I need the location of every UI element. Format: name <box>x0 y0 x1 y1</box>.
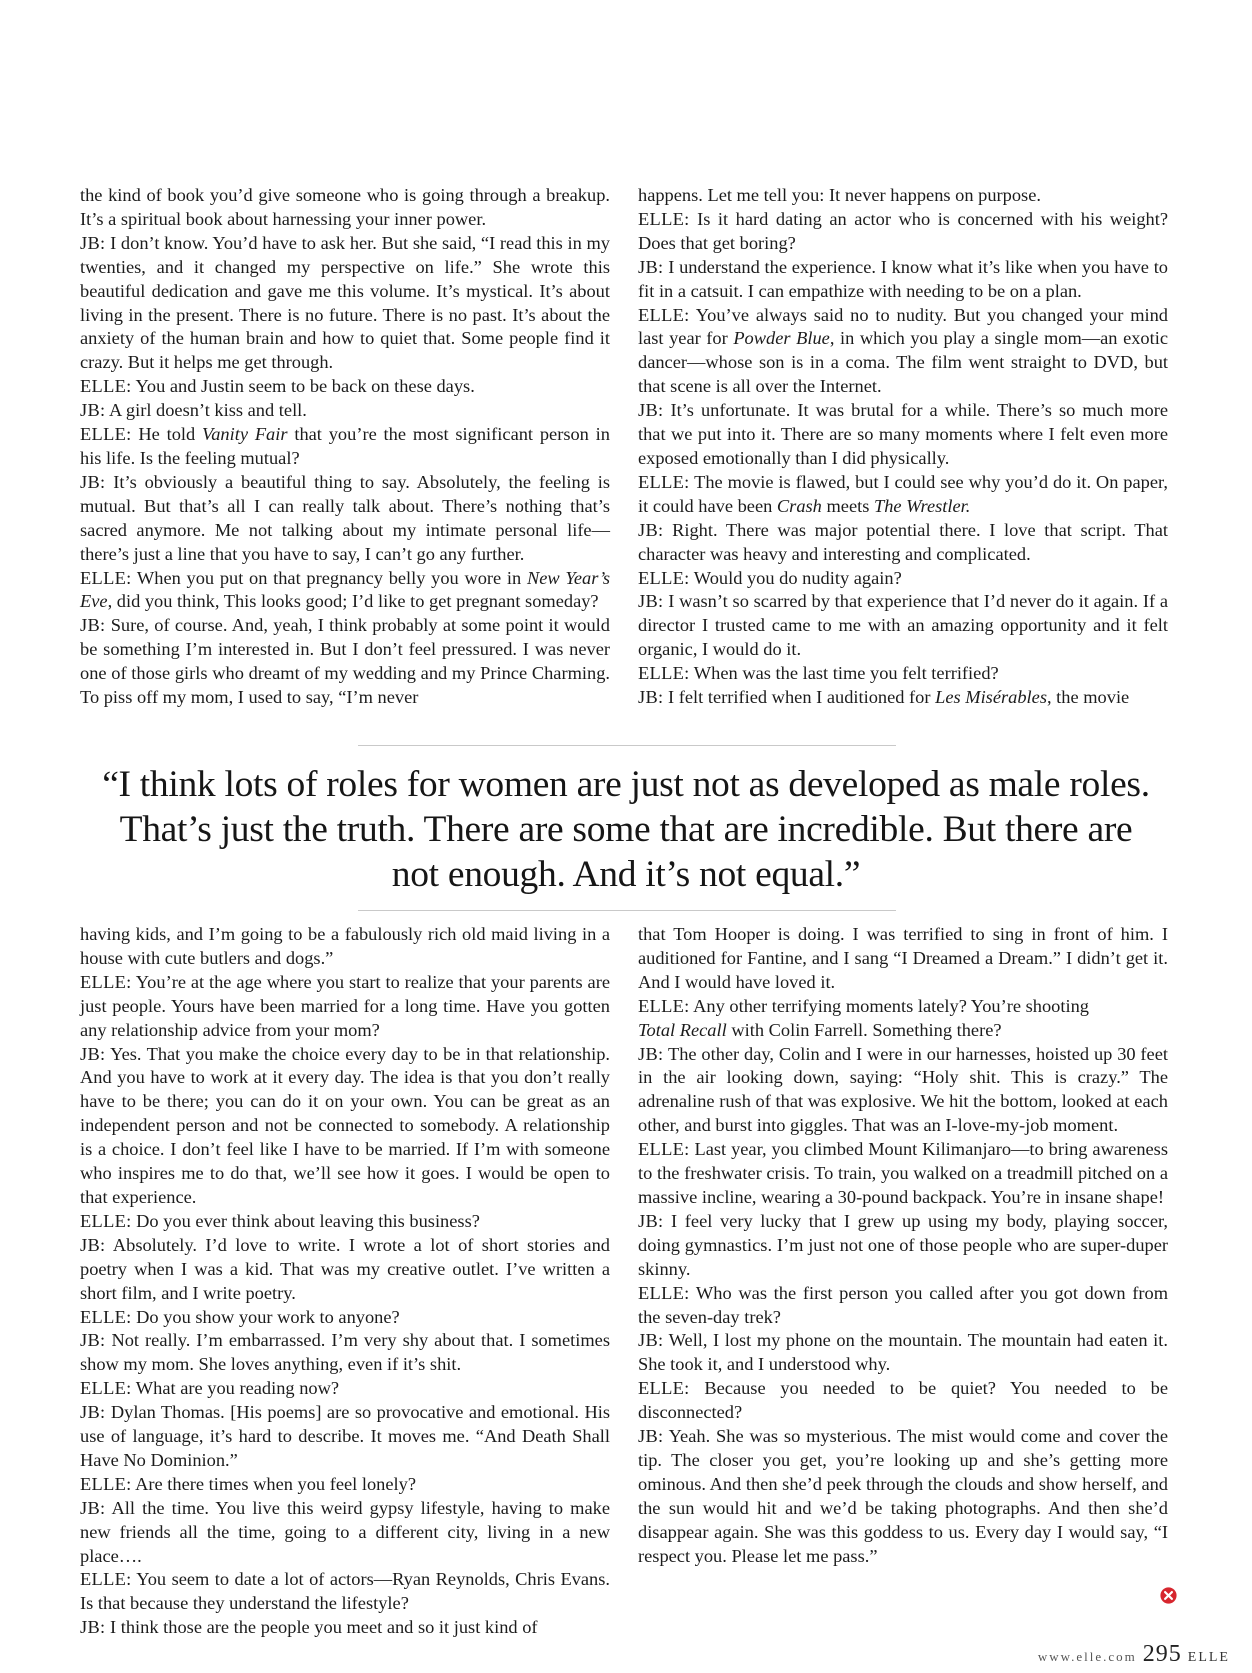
text-segment: I wasn’t so scarred by that experience that I’d never do it again. If a director I trusted came to me with an amazing opportunity and it felt organic, I would do it. <box>638 591 1168 660</box>
pull-quote-line: That’s just the truth. There are some that are incredible. But there are <box>119 809 1133 850</box>
interview-paragraph <box>638 519 1168 567</box>
speaker-label: ELLE: <box>80 1210 132 1231</box>
interview-paragraph <box>80 971 610 1043</box>
speaker-label: JB: <box>638 1426 664 1447</box>
speaker-label: JB: <box>638 1210 664 1231</box>
text-segment: Right. There was major potential there. I love that script. That character was heavy and interesting and complicated. <box>638 519 1168 564</box>
title-italic: Total Recall <box>638 1019 727 1040</box>
interview-paragraph <box>80 184 610 232</box>
column-top-left <box>80 184 610 710</box>
text-segment: , in which you play a single mom—an exotic dancer—whose son is in a coma. The film went straight to DVD, but that scene is all over the Internet. <box>638 328 1168 397</box>
speaker-label: ELLE: <box>80 971 132 992</box>
interview-paragraph <box>638 1329 1168 1377</box>
speaker-label: ELLE: <box>80 1569 132 1590</box>
text-segment: I feel very lucky that I grew up using my body, playing soccer, doing gymnastics. I’m just not one of those people who are super-duper skinny. <box>638 1210 1168 1279</box>
text-segment: Is it hard dating an actor who is concerned with his weight? Does that get boring? <box>638 208 1168 253</box>
pull-quote-rule-bottom <box>358 910 896 911</box>
interview-paragraph <box>80 1043 610 1210</box>
text-segment: When was the last time you felt terrified? <box>689 663 999 684</box>
x-circle-icon <box>1160 1587 1177 1604</box>
column-bottom-right <box>638 923 1168 1568</box>
text-segment: Last year, you climbed Mount Kilimanjaro—to bring awareness to the freshwater crisis. To train, you walked on a treadmill pitched on a massive incline, wearing a 30-pound backpack. You’re in insane shape! <box>638 1139 1168 1207</box>
title-italic: Powder Blue <box>733 328 830 349</box>
speaker-label: ELLE: <box>80 376 132 397</box>
text-segment: Any other terrifying moments lately? You’re shooting <box>689 995 1089 1016</box>
speaker-label: JB: <box>80 1043 106 1064</box>
interview-paragraph <box>80 471 610 567</box>
speaker-label: JB: <box>80 471 106 492</box>
speaker-label: JB: <box>638 256 664 277</box>
speaker-label: JB: <box>80 1402 106 1423</box>
speaker-label: ELLE: <box>638 471 690 492</box>
interview-paragraph <box>638 662 1168 686</box>
interview-paragraph <box>638 1043 1168 1139</box>
interview-paragraph <box>80 614 610 710</box>
footer-brand: ELLE <box>1187 1650 1230 1665</box>
text-segment: A girl doesn’t kiss and tell. <box>105 400 307 421</box>
text-segment: Do you show your work to anyone? <box>131 1306 400 1327</box>
interview-paragraph <box>638 590 1168 662</box>
interview-paragraph <box>80 423 610 471</box>
interview-paragraph <box>638 686 1168 710</box>
text-segment: You’ve always said no to nudity. But you changed your mind last year for <box>638 304 1168 349</box>
text-segment: that Tom Hooper is doing. I was terrified to sing in front of him. I auditioned for Fantine, and I sang “I Dreamed a Dream.” I didn’t get it. And I would have loved it. <box>638 924 1168 992</box>
speaker-label: ELLE: <box>80 1378 132 1399</box>
interview-paragraph <box>638 1282 1168 1330</box>
page-footer <box>1038 1641 1230 1668</box>
interview-paragraph <box>638 256 1168 304</box>
speaker-label: ELLE: <box>638 304 690 325</box>
speaker-label: JB: <box>638 591 664 612</box>
speaker-label: JB: <box>80 232 106 253</box>
interview-paragraph <box>80 1306 610 1330</box>
text-segment: I don’t know. You’d have to ask her. But she said, “I read this in my twenties, and it changed my perspective on life.” She wrote this beautiful dedication and gave me this volume. It’s mystical. It’s about living in the present. There is no future. There is no past. It’s about the anxiety of the human brain and how to quiet that. Some people find it crazy. But it helps me get through. <box>80 232 610 373</box>
title-italic: Vanity Fair <box>202 424 288 445</box>
speaker-label: JB: <box>80 400 106 421</box>
interview-paragraph <box>80 1568 610 1616</box>
interview-paragraph <box>80 923 610 971</box>
speaker-label: ELLE: <box>80 1473 132 1494</box>
interview-paragraph <box>80 567 610 615</box>
interview-paragraph <box>638 1210 1168 1282</box>
text-segment: Well, I lost my phone on the mountain. The mountain had eaten it. She took it, and I understood why. <box>638 1330 1168 1375</box>
interview-paragraph <box>80 1401 610 1473</box>
speaker-label: ELLE: <box>638 995 690 1016</box>
text-segment: The other day, Colin and I were in our harnesses, hoisted up 30 feet in the air looking down, saying: “Holy shit. This is crazy.” The adrenaline rush of that was explosive. We hit the bottom, looked at each other, and burst into giggles. That was an I-love-my-job moment. <box>638 1043 1168 1136</box>
speaker-label: JB: <box>80 1234 106 1255</box>
text-segment: that you’re the most significant person in his life. Is the feeling mutual? <box>80 424 610 468</box>
speaker-label: JB: <box>80 615 106 636</box>
interview-paragraph <box>638 304 1168 400</box>
text-segment: I understand the experience. I know what it’s like when you have to fit in a catsuit. I can empathize with needing to be on a plan. <box>638 256 1168 301</box>
text-segment: Not really. I’m embarrassed. I’m very shy about that. I sometimes show my mom. She loves anything, even if it’s shit. <box>80 1330 610 1375</box>
interview-paragraph <box>80 1616 610 1640</box>
speaker-label: JB: <box>638 1330 664 1351</box>
interview-paragraph <box>80 1377 610 1401</box>
speaker-label: ELLE: <box>638 208 690 229</box>
text-segment: the kind of book you’d give someone who is going through a breakup. It’s a spiritual book about harnessing your inner power. <box>80 185 610 229</box>
text-segment: You seem to date a lot of actors—Ryan Reynolds, Chris Evans. Is that because they understand the lifestyle? <box>80 1569 610 1614</box>
interview-paragraph <box>80 1234 610 1306</box>
pull-quote <box>66 762 1186 897</box>
speaker-label: JB: <box>638 1043 664 1064</box>
text-segment: All the time. You live this weird gypsy lifestyle, having to make new friends all the time, going to a different city, living in a new place…. <box>80 1497 610 1566</box>
text-segment: meets <box>821 495 874 516</box>
text-segment: Yeah. She was so mysterious. The mist would come and cover the tip. The closer you get, you’re looking up and she’s getting more ominous. And then she’d peek through the clouds and show herself, and the sun would hit and we’d be taking photographs. And then she’d disappear again. She was this goddess to us. Every day I would say, “I respect you. Please let me pass.” <box>638 1426 1168 1566</box>
interview-paragraph <box>80 1329 610 1377</box>
interview-paragraph <box>80 232 610 375</box>
text-segment: Do you ever think about leaving this business? <box>131 1210 480 1231</box>
text-segment: I think those are the people you meet and so it just kind of <box>105 1617 538 1638</box>
text-segment: You’re at the age where you start to realize that your parents are just people. Yours have been married for a long time. Have you gotten any relationship advice from your mom? <box>80 971 610 1040</box>
speaker-label: JB: <box>638 400 664 421</box>
text-segment: You and Justin seem to be back on these days. <box>131 376 475 397</box>
interview-paragraph <box>638 1138 1168 1210</box>
text-segment: What are you reading now? <box>131 1378 340 1399</box>
text-segment: Sure, of course. And, yeah, I think probably at some point it would be something I’m interested in. But I don’t feel pressured. I was never one of those girls who dreamt of my wedding and my Prince Charming. To piss off my mom, I used to say, “I’m never <box>80 615 610 708</box>
speaker-label: ELLE: <box>638 567 690 588</box>
page-number: 295 <box>1142 1641 1182 1667</box>
interview-paragraph <box>638 184 1168 208</box>
text-segment: The movie is flawed, but I could see why you’d do it. On paper, it could have been <box>638 471 1168 516</box>
speaker-label: ELLE: <box>638 1378 690 1399</box>
text-segment: , the movie <box>1046 687 1130 708</box>
text-segment: He told <box>131 424 203 445</box>
speaker-label: ELLE: <box>638 663 690 684</box>
text-segment: happens. Let me tell you: It never happens on purpose. <box>638 185 1041 205</box>
speaker-label: ELLE: <box>80 567 132 588</box>
interview-paragraph <box>638 1019 1168 1043</box>
column-bottom-left <box>80 923 610 1640</box>
interview-paragraph <box>638 1425 1168 1568</box>
title-italic: Crash <box>776 495 822 516</box>
interview-paragraph <box>638 399 1168 471</box>
text-segment: Dylan Thomas. [His poems] are so provocative and emotional. His use of language, it’s hard to describe. It moves me. “And Death Shall Have No Dominion.” <box>80 1402 610 1470</box>
text-segment: Would you do nudity again? <box>689 567 902 588</box>
text-segment: , did you think, This looks good; I’d like to get pregnant someday? <box>107 591 599 612</box>
interview-paragraph <box>638 995 1168 1019</box>
speaker-label: ELLE: <box>80 424 132 445</box>
interview-paragraph <box>638 567 1168 591</box>
interview-paragraph <box>638 471 1168 519</box>
interview-paragraph <box>80 1497 610 1569</box>
speaker-label: ELLE: <box>80 1306 132 1327</box>
text-segment: Are there times when you feel lonely? <box>131 1473 416 1494</box>
text-segment: Absolutely. I’d love to write. I wrote a lot of short stories and poetry when I was a kid. That was my creative outlet. I’ve written a short film, and I write poetry. <box>80 1234 610 1303</box>
text-segment: Who was the first person you called after you got down from the seven-day trek? <box>638 1282 1168 1327</box>
title-italic: Les Misérables <box>935 687 1047 708</box>
pull-quote-line: “I think lots of roles for women are just not as developed as male roles. <box>102 764 1150 805</box>
text-segment: Because you needed to be quiet? You needed to be disconnected? <box>638 1378 1168 1423</box>
text-segment: It’s unfortunate. It was brutal for a while. There’s so much more that we put into it. There are so many moments where I felt even more exposed emotionally than I did physically. <box>638 400 1168 468</box>
text-segment: When you put on that pregnancy belly you wore in <box>131 567 527 588</box>
text-segment: I felt terrified when I auditioned for <box>663 687 936 708</box>
speaker-label: ELLE: <box>638 1139 690 1160</box>
speaker-label: ELLE: <box>638 1282 690 1303</box>
text-segment: having kids, and I’m going to be a fabulously rich old maid living in a house with cute butlers and dogs.” <box>80 924 610 968</box>
interview-paragraph <box>80 399 610 423</box>
column-top-right <box>638 184 1168 710</box>
text-segment: with Colin Farrell. Something there? <box>726 1019 1002 1040</box>
speaker-label: JB: <box>638 687 664 708</box>
pull-quote-rule-top <box>358 745 896 746</box>
interview-paragraph <box>638 1377 1168 1425</box>
speaker-label: JB: <box>638 519 664 540</box>
title-italic: New Year’s Eve <box>80 567 610 612</box>
speaker-label: JB: <box>80 1330 106 1351</box>
title-italic: The Wrestler. <box>873 495 971 516</box>
text-segment: It’s obviously a beautiful thing to say. Absolutely, the feeling is mutual. But that’s all I can really talk about. There’s nothing that’s sacred anymore. Me not talking about my intimate personal life—there’s just a line that you have to say, I can’t go any further. <box>80 471 610 564</box>
interview-paragraph <box>80 1473 610 1497</box>
pull-quote-line: not enough. And it’s not equal.” <box>391 854 861 895</box>
footer-url: www.elle.com <box>1037 1649 1137 1664</box>
speaker-label: JB: <box>80 1617 106 1638</box>
speaker-label: JB: <box>80 1497 106 1518</box>
interview-paragraph <box>80 1210 610 1234</box>
interview-paragraph <box>638 923 1168 995</box>
interview-paragraph <box>80 375 610 399</box>
interview-paragraph <box>638 208 1168 256</box>
text-segment: Yes. That you make the choice every day to be in that relationship. And you have to work at it every day. The idea is that you don’t really have to be there; you can do it on your own. You can be great as an independent person and not be connected to somebody. A relationship is a choice. I don’t feel like I have to be married. If I’m with someone who inspires me to do that, we’ll see how it goes. I would be open to that experience. <box>80 1043 610 1207</box>
